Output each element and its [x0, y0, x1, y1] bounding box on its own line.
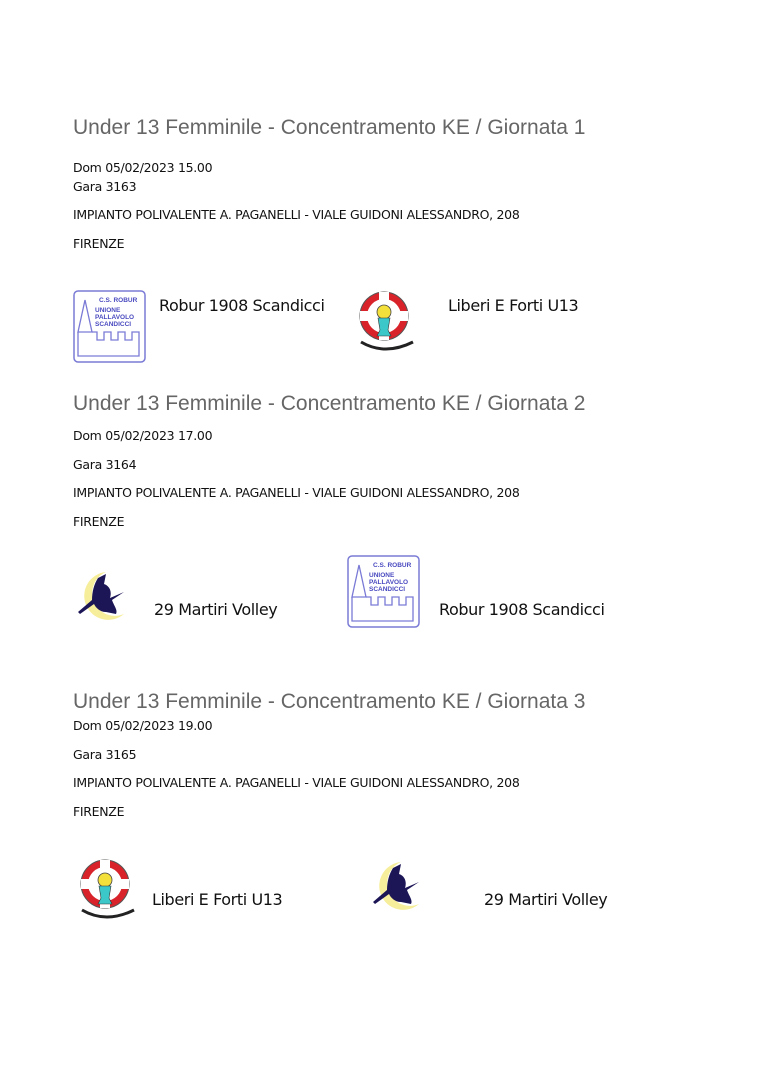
- witch-moon-logo-icon: [76, 570, 132, 620]
- home-team-name: Liberi E Forti U13: [152, 890, 283, 909]
- svg-text:UNIONE: UNIONE: [95, 307, 121, 314]
- svg-text:UNIONE: UNIONE: [369, 572, 395, 579]
- match-datetime: Dom 05/02/2023 17.00: [73, 428, 213, 443]
- away-team-name: Robur 1908 Scandicci: [439, 600, 605, 619]
- match-title: Under 13 Femminile - Concentramento KE / Giornata 3: [73, 690, 586, 713]
- match-gara: Gara 3165: [73, 747, 137, 762]
- svg-text:PALLAVOLO: PALLAVOLO: [369, 579, 409, 586]
- robur-logo-icon: [347, 555, 420, 628]
- away-team-name: 29 Martiri Volley: [484, 890, 608, 909]
- match-datetime: Dom 05/02/2023 15.00: [73, 160, 213, 175]
- match-city: FIRENZE: [73, 804, 125, 819]
- svg-text:C.S. ROBUR: C.S. ROBUR: [373, 562, 412, 569]
- liberi-forti-logo-icon: [355, 290, 419, 358]
- match-datetime: Dom 05/02/2023 19.00: [73, 718, 213, 733]
- match-city: FIRENZE: [73, 514, 125, 529]
- match-title: Under 13 Femminile - Concentramento KE / Giornata 1: [73, 116, 586, 139]
- svg-text:SCANDICCI: SCANDICCI: [95, 321, 132, 328]
- liberi-forti-logo-icon: [76, 858, 140, 926]
- home-team-name: 29 Martiri Volley: [154, 600, 278, 619]
- svg-text:SCANDICCI: SCANDICCI: [369, 586, 406, 593]
- home-team-name: Robur 1908 Scandicci: [159, 296, 325, 315]
- match-title: Under 13 Femminile - Concentramento KE / Giornata 2: [73, 392, 586, 415]
- match-venue: IMPIANTO POLIVALENTE A. PAGANELLI - VIALE GUIDONI ALESSANDRO, 208: [73, 207, 520, 222]
- svg-text:C.S. ROBUR: C.S. ROBUR: [99, 297, 138, 304]
- svg-text:PALLAVOLO: PALLAVOLO: [95, 314, 135, 321]
- witch-moon-logo-icon: [371, 860, 427, 910]
- match-gara: Gara 3164: [73, 457, 137, 472]
- match-city: FIRENZE: [73, 236, 125, 251]
- robur-logo-icon: [73, 290, 146, 363]
- match-gara: Gara 3163: [73, 179, 137, 194]
- match-venue: IMPIANTO POLIVALENTE A. PAGANELLI - VIALE GUIDONI ALESSANDRO, 208: [73, 485, 520, 500]
- match-venue: IMPIANTO POLIVALENTE A. PAGANELLI - VIALE GUIDONI ALESSANDRO, 208: [73, 775, 520, 790]
- away-team-name: Liberi E Forti U13: [448, 296, 579, 315]
